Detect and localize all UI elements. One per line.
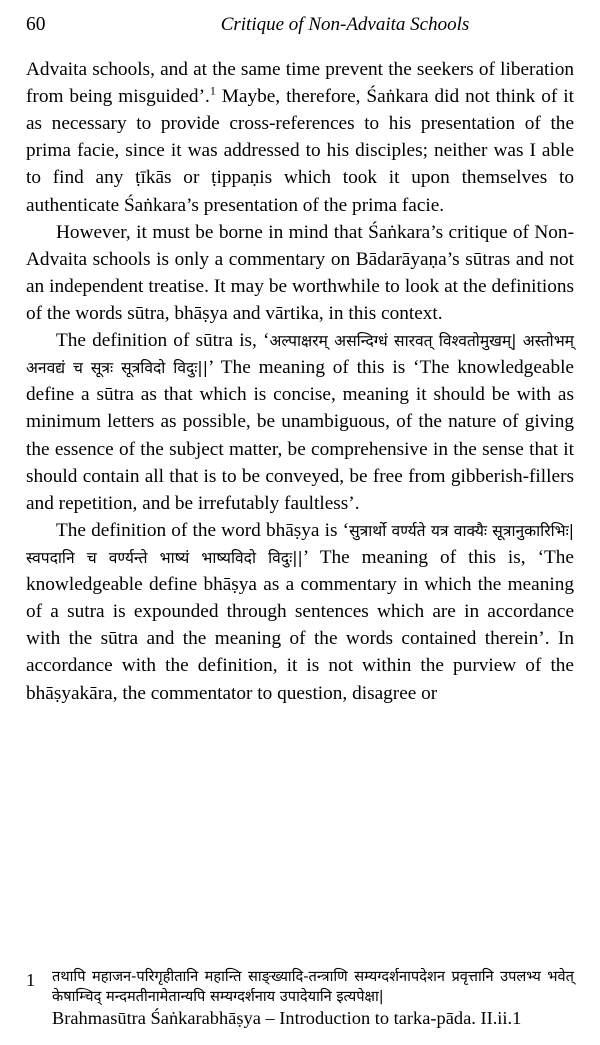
page-body bbox=[26, 56, 574, 707]
footnote-1 bbox=[26, 967, 574, 1031]
sanskrit-quote-bhasya: सुत्रार्थो वर्ण्यते यत्र वाक्यैः सूत्रानुकारिभिः| स्वपदानि च वर्ण्यन्ते भाष्यं भाष्यविदो विदुः|| bbox=[26, 521, 574, 567]
footnote-text bbox=[52, 967, 574, 1031]
paragraph-3 bbox=[26, 327, 574, 517]
paragraph-3-post: ’ The meaning of this is ‘The knowledgeable define a sūtra as that which is concise, meaning it should be with as minimum letters as possible, be unambiguous, of the nature of giving the essence of the subject matter, be comprehensive in the sense that it should contain all that is to be conveyed, be free from gibberish-fillers and repetition, and be irrefutably faultless’. bbox=[26, 357, 574, 514]
page-number: 60 bbox=[26, 14, 46, 35]
footnote-reference: Brahmasūtra Śaṅkarabhāṣya – Introduction to tarka-pāda. II.ii.1 bbox=[52, 1008, 522, 1029]
footnote-devanagari: तथापि महाजन-परिगृहीतानि महान्ति साङ्ख्यादि-तन्त्राणि सम्यग्दर्शनापदेशन प्रवृत्तानि उपलभ्य भवेत् केषाम्चिद् मन्दमतीनामेतान्यपि सम्यग्दर्शनाय उपादेयानि इत्यपेक्षा| bbox=[52, 967, 574, 1005]
paragraph-4 bbox=[26, 517, 574, 707]
paragraph-4-post: ’ The meaning of this is, ‘The knowledgeable define bhāṣya as a commentary in which the meaning of a sutra is expounded through sentences which are in accordance with the sūtra and the meaning of the words contained therein’. In accordance with the definition, it is not within the purview of the bhāṣyakāra, the commentator to question, disagree or bbox=[26, 546, 574, 704]
paragraph-1 bbox=[26, 56, 574, 219]
sanskrit-quote-sutra: अल्पाक्षरम् असन्दिग्धं सारवत् विश्वतोमुखम्| अस्तोभम् अनवद्यं च सूत्रः सूत्रविदो विदुः|| bbox=[26, 332, 574, 378]
footnote-marker-1[interactable]: 1 bbox=[209, 83, 216, 98]
footnote-area bbox=[26, 967, 574, 1031]
paragraph-4-pre: The definition of the word bhāṣya is ‘ bbox=[56, 519, 350, 541]
paragraph-1-post: Maybe, therefore, Śaṅkara did not think of it as necessary to provide cross-references to his presentation of the prima facie, since it was addressed to his disciples; neither was I able to find any ṭīkās or ṭippaṇis which took it upon themselves to authenticate Śaṅkara’s presentation of the prima facie. bbox=[26, 86, 574, 216]
running-title: Critique of Non-Advaita Schools bbox=[220, 14, 470, 35]
paragraph-2: However, it must be borne in mind that Śaṅkara’s critique of Non-Advaita schools is only a commentary on Bādarāyaṇa’s sūtras and not an independent treatise. It may be worthwhile to look at the definitions of the words sūtra, bhāṣya and vārtika, in this context. bbox=[26, 221, 574, 324]
page-header bbox=[26, 14, 574, 38]
paragraph-3-pre: The definition of sūtra is, ‘ bbox=[56, 330, 270, 352]
footnote-number: 1 bbox=[26, 969, 36, 990]
paragraph-1-pre: Advaita schools, and at the same time prevent the seekers of liberation from being misguided’. bbox=[26, 59, 574, 108]
